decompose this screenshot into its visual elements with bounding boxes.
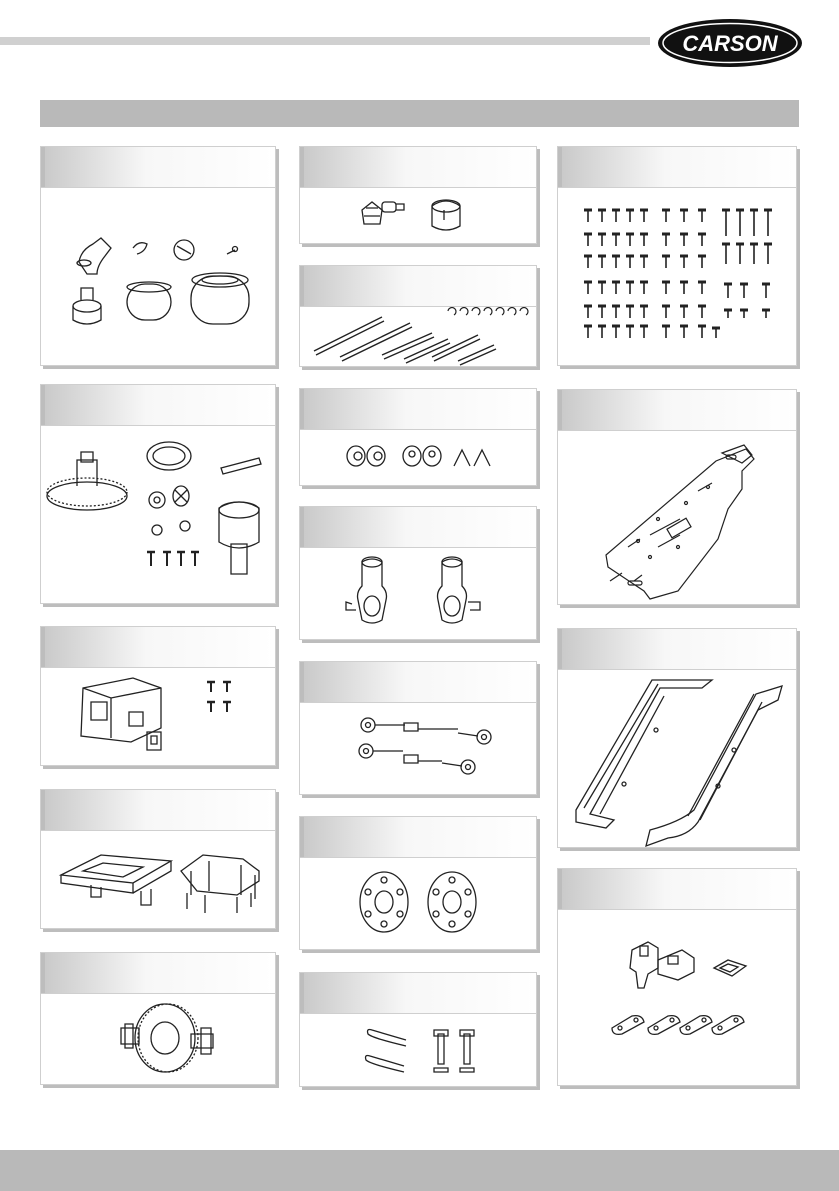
header-rule: [0, 37, 650, 45]
logo-text: CARSON: [682, 31, 778, 56]
turnbuckle-icon: [300, 703, 538, 795]
panel-gearbox-housing: [40, 626, 276, 766]
exhaust-parts-icon: [41, 188, 277, 366]
panel-header: [558, 390, 796, 431]
servo-mount-icon: [41, 831, 277, 929]
panel-header: [300, 507, 536, 548]
panel-header: [41, 385, 275, 426]
side-guard-icon: [558, 670, 798, 848]
panel-header: [41, 790, 275, 831]
panel-turnbuckles: [299, 661, 537, 795]
bushing-icon: [300, 430, 538, 486]
panel-chassis-plate: [557, 389, 797, 605]
panel-header: [41, 627, 275, 668]
panel-servo-mount: [40, 789, 276, 929]
pins-icon: [300, 307, 538, 367]
panel-header: [558, 147, 796, 188]
panel-header: [300, 662, 536, 703]
panel-knuckles: [299, 506, 537, 640]
panel-differential-parts: [40, 384, 276, 604]
panel-header-pipe-parts: [40, 146, 276, 366]
panel-pinion-outdrive: [299, 146, 537, 244]
gearbox-housing-icon: [41, 668, 277, 766]
panel-differential-assembly: [40, 952, 276, 1085]
steering-knuckle-icon: [300, 548, 538, 640]
panel-pins-clips: [299, 265, 537, 367]
panel-bushings: [299, 388, 537, 486]
screws-icon: [558, 188, 798, 366]
section-title-bar: [40, 100, 799, 127]
panel-header: [41, 953, 275, 994]
panel-body-clips-posts: [299, 972, 537, 1087]
panel-brake-discs: [299, 816, 537, 950]
pinion-gear-icon: [300, 188, 538, 244]
footer-bar: [0, 1150, 839, 1191]
panel-mount-plates: [557, 868, 797, 1086]
brake-disc-icon: [300, 858, 538, 950]
panel-header: [300, 817, 536, 858]
differential-assembly-icon: [41, 994, 277, 1085]
chassis-plate-icon: [558, 431, 798, 605]
panel-header: [41, 147, 275, 188]
panel-header: [300, 147, 536, 188]
differential-gear-icon: [41, 426, 277, 604]
panel-header: [300, 973, 536, 1014]
panel-screws: [557, 146, 797, 366]
panel-header: [558, 629, 796, 670]
mount-plate-icon: [558, 910, 798, 1086]
panel-side-guards: [557, 628, 797, 848]
panel-header: [558, 869, 796, 910]
body-clip-icon: [300, 1014, 538, 1087]
carson-logo: [655, 16, 805, 70]
panel-header: [300, 389, 536, 430]
panel-header: [300, 266, 536, 307]
